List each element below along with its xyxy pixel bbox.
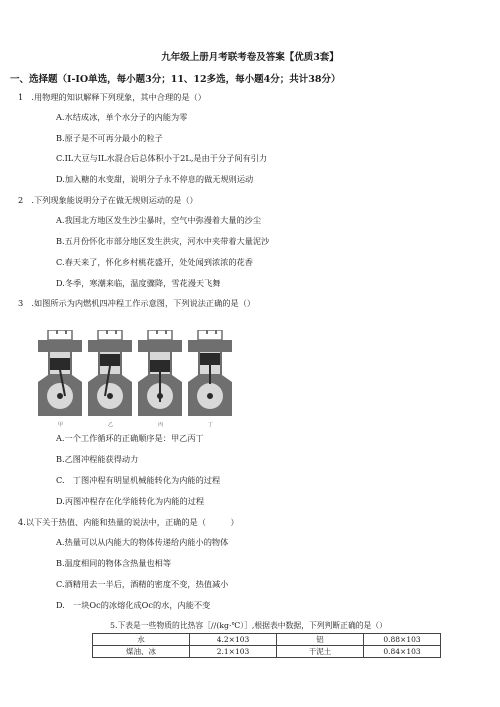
q1-option-c: C.IL大豆与IL水混合后总体积小于2L,是由于分子间有引力	[56, 153, 268, 163]
table-cell: 2.1×103	[190, 646, 277, 658]
engine-diagram-4	[188, 330, 232, 416]
q3-option-c: C. 丁图冲程有明显机械能转化为内能的过程	[56, 475, 221, 485]
table-cell: 水	[93, 634, 190, 646]
q4-option-b: B.温度相同的物体含热量也相等	[56, 558, 172, 568]
engine-diagram-1	[38, 330, 82, 416]
table-cell: 0.84×103	[364, 646, 441, 658]
table-row	[93, 646, 441, 658]
q3-option-d: D.丙图冲程存在化学能转化为内能的过程	[56, 496, 205, 506]
q2-option-c: C.春天来了，怀化乡村桃花盛开，处处闻到浓浓的花香	[56, 257, 253, 267]
table-cell: 铝	[277, 634, 364, 646]
q3-stem: 3 .如图所示为内燃机四冲程工作示意图，下列说法正确的是（）	[18, 298, 256, 308]
q1-stem: 1 .用物理的知识解释下列现象，其中合理的是（）	[18, 92, 206, 102]
caption-jia: 甲	[58, 422, 64, 428]
caption-yi: 乙	[108, 422, 114, 428]
q4-option-c: C.酒精用去一半后，酒精的密度不变，热值减小	[56, 579, 229, 589]
q2-option-d: D.冬季，寒潮来临，温度骤降，雪花漫天飞舞	[56, 278, 221, 288]
q4-option-d: D. 一块Oc的冰熔化成Oc的水，内能不变	[56, 600, 211, 610]
page-title: 九年级上册月考联考卷及答案【优质3套】	[161, 52, 339, 63]
q4-option-a: A.热量可以从内能大的物体传递给内能小的物体	[56, 537, 229, 547]
table-cell: 干泥土	[277, 646, 364, 658]
engine-diagram-2	[88, 330, 132, 416]
caption-ding: 丁	[208, 422, 214, 428]
table-row	[93, 634, 441, 646]
q3-option-b: B.乙图冲程能获得动力	[56, 454, 139, 464]
q3-option-a: A.一个工作循环的正确顺序是：甲乙丙丁	[56, 433, 204, 443]
table-cell: 煤油、冰	[93, 646, 190, 658]
q2-option-b: B.五月份怀化市部分地区发生洪灾，河水中夹带着大量泥沙	[56, 236, 270, 246]
q2-stem: 2 .下列现象能说明分子在做无规则运动的是（）	[18, 195, 198, 205]
table-cell: 4.2×103	[190, 634, 277, 646]
specific-heat-table	[92, 633, 441, 658]
q5-stem: 5.下表是一些物质的比热容［∕∕(kg·℃）］,根据表中数据，下列判断正确的是（）	[110, 621, 387, 630]
q4-stem: 4.以下关于热值、内能和热量的说法中，正确的是（ ）	[18, 517, 239, 527]
section-heading: 一、选择题（I-IO单选，每小题3分；11、12多选，每小题4分；共计38分）	[10, 74, 341, 85]
q1-option-b: B.原子是不可再分最小的粒子	[56, 133, 163, 143]
figure-captions	[36, 421, 236, 431]
q2-option-a: A.我国北方地区发生沙尘暴时，空气中弥漫着大量的沙尘	[56, 215, 262, 225]
q1-option-d: D.加入糖的水变甜，说明分子永不停息的做无规则运动	[56, 174, 254, 184]
table-cell: 0.88×103	[364, 634, 441, 646]
caption-bing: 丙	[158, 422, 164, 428]
engine-diagram-3	[138, 330, 182, 416]
q1-option-a: A.水结成冰，单个水分子的内能为零	[56, 112, 188, 122]
engine-stroke-figure	[36, 330, 236, 420]
